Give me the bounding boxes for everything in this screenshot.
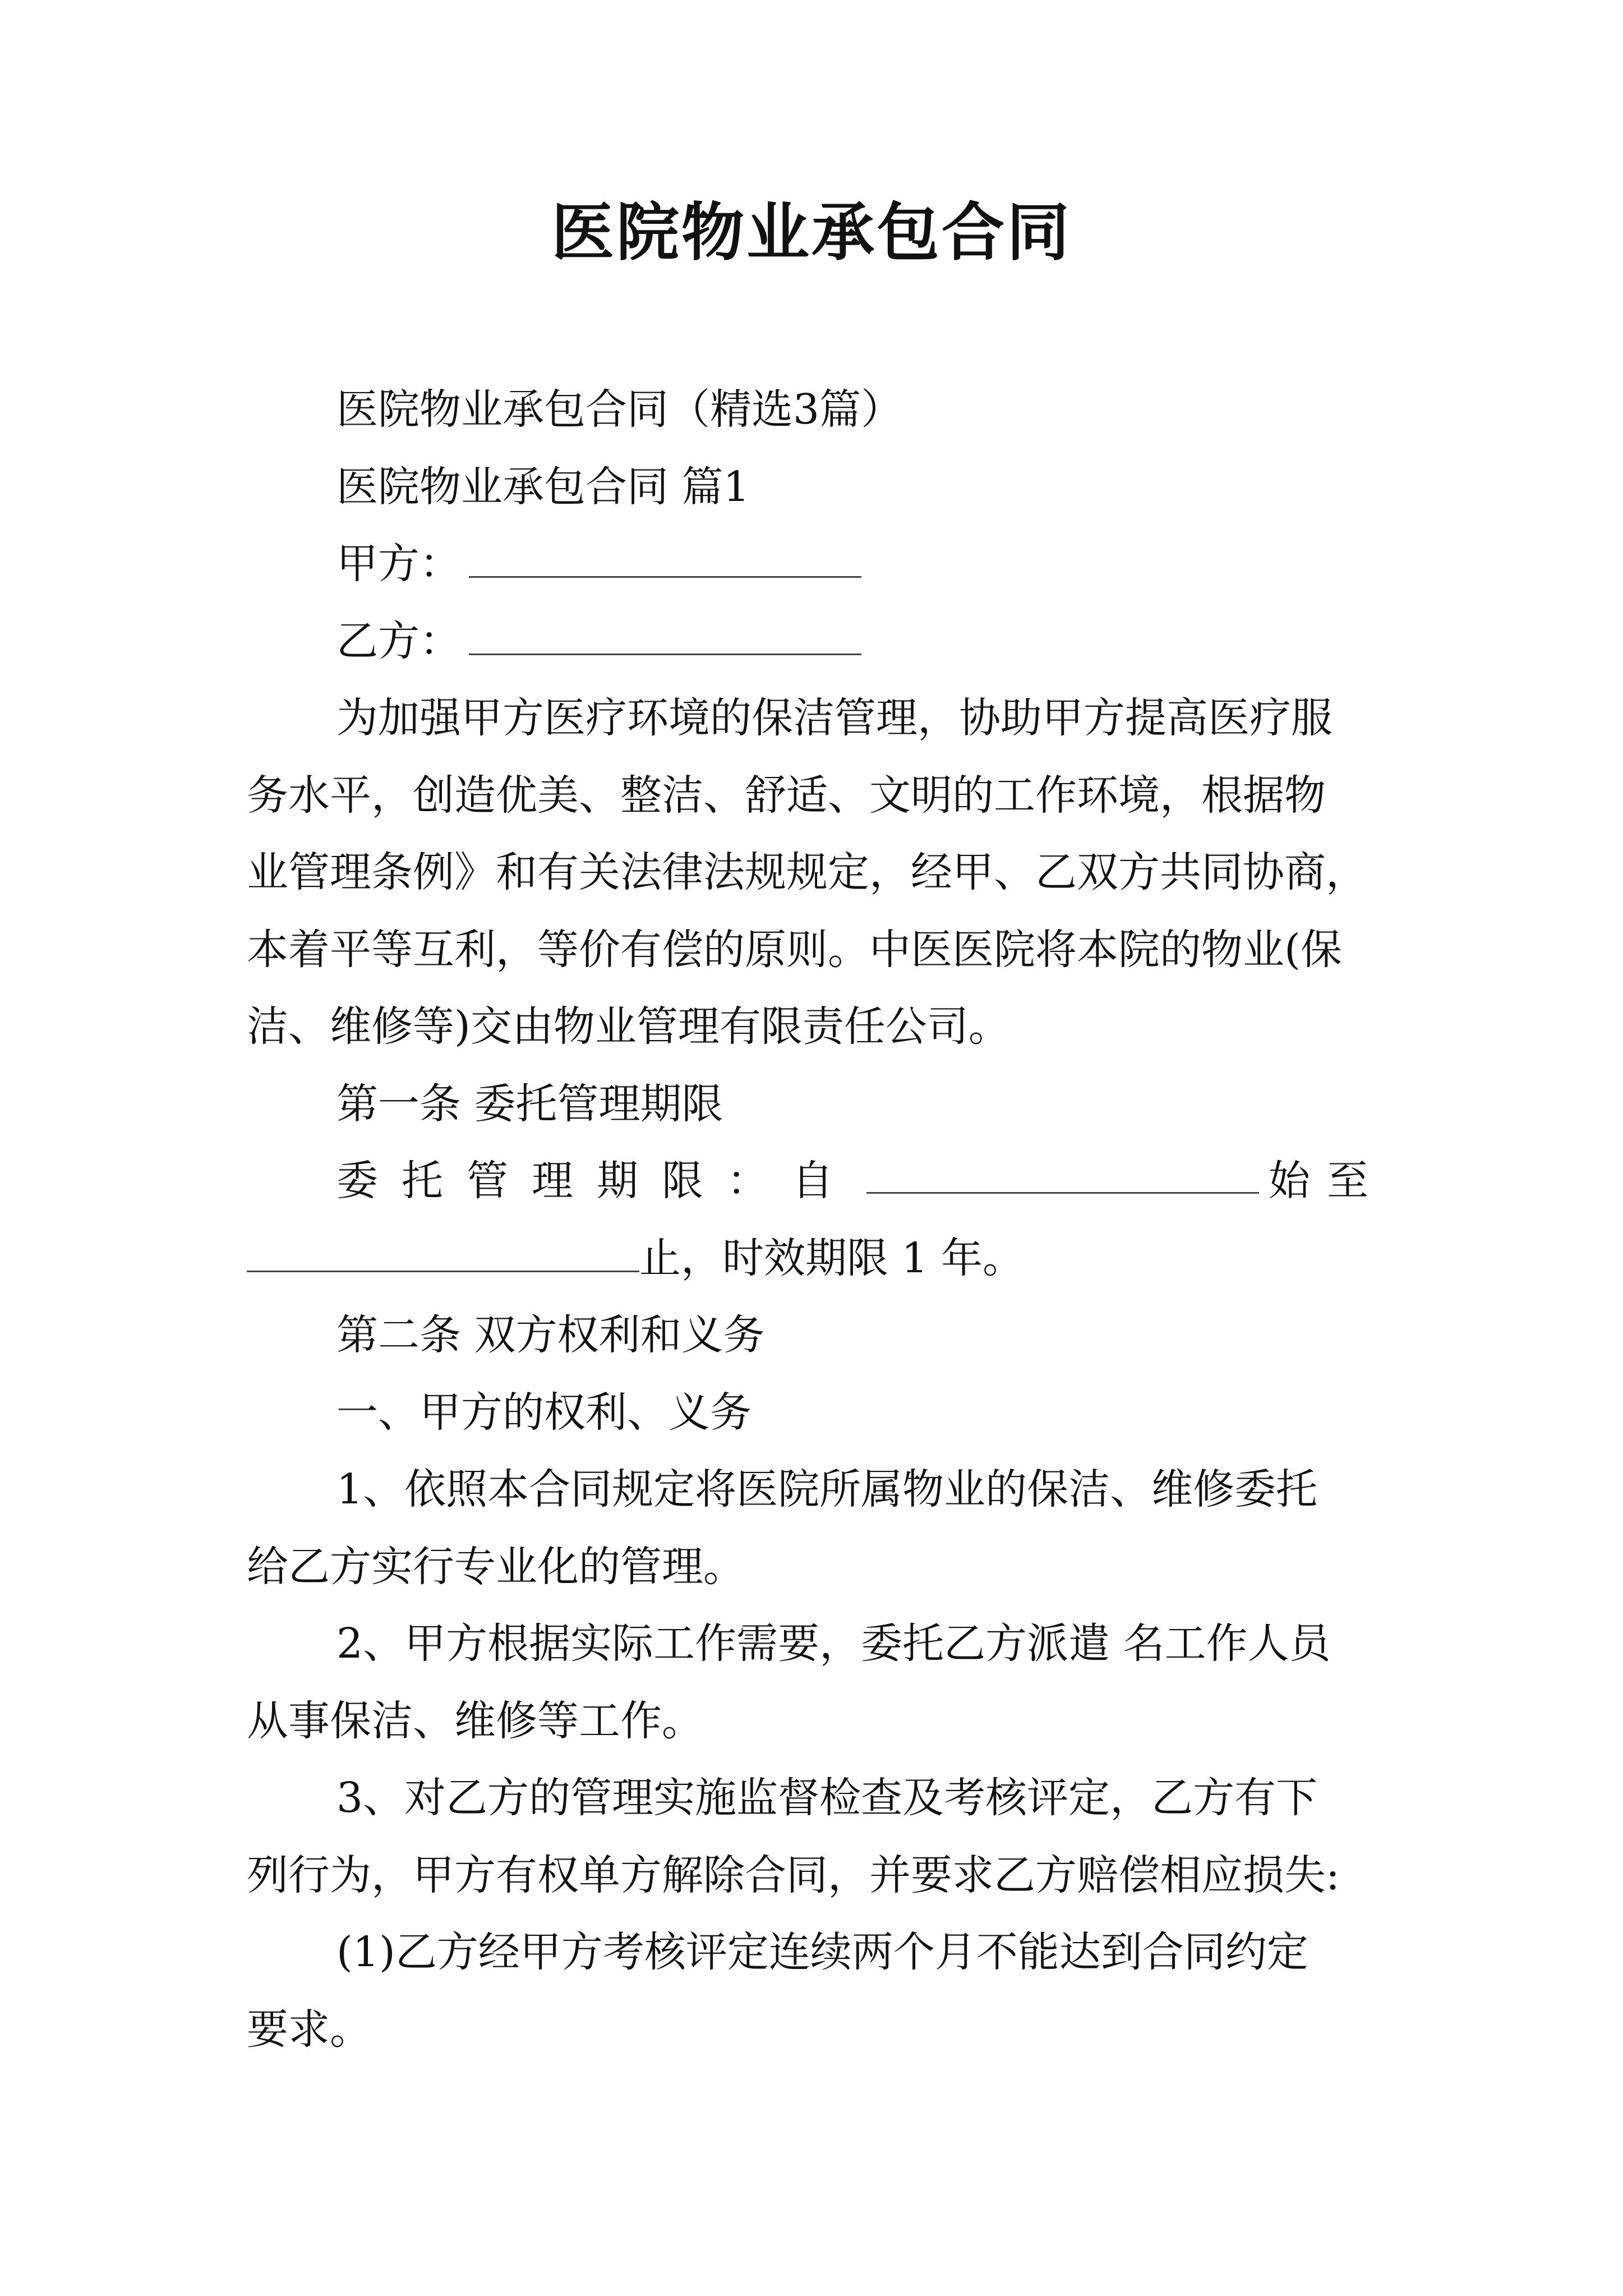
article1-term-suffix: 止，时效期限 1 年。	[639, 1234, 1025, 1282]
item1-line: 1、依照本合同规定将医院所属物业的保洁、维修委托	[336, 1465, 1318, 1513]
article1-term-mid: 始至	[1269, 1157, 1385, 1205]
section-heading: 医院物业承包合同 篇1	[336, 463, 750, 511]
intro-line: 为加强甲方医疗环境的保洁管理，协助甲方提高医疗服	[336, 694, 1332, 742]
document-title: 医院物业承包合同	[551, 196, 1072, 269]
item3-line: 3、对乙方的管理实施监督检查及考核评定，乙方有下	[336, 1774, 1318, 1822]
party-a-blank[interactable]	[469, 537, 861, 578]
item3-line: 列行为，甲方有权单方解除合同，并要求乙方赔偿相应损失:	[247, 1851, 1340, 1899]
party-b-label: 乙方：	[336, 617, 461, 665]
item3-1-line: 要求。	[247, 2005, 371, 2054]
article2-heading: 第二条 双方权利和义务	[336, 1311, 765, 1359]
party-a-line	[336, 536, 1385, 592]
party-b-line	[336, 613, 1385, 669]
end-date-blank[interactable]	[247, 1231, 639, 1272]
article1-term-line	[336, 1153, 1385, 1209]
article1-term-prefix: 委托管理期限：自	[336, 1157, 857, 1205]
item2-line: 从事保洁、维修等工作。	[247, 1697, 703, 1745]
intro-line: 本着平等互利，等价有偿的原则。中医医院将本院的物业(保	[247, 926, 1342, 974]
item3-1-line: (1)乙方经甲方考核评定连续两个月不能达到合同约定	[336, 1928, 1308, 1976]
article1-term-line2	[247, 1230, 1385, 1286]
part1-heading: 一、甲方的权利、义务	[336, 1388, 751, 1437]
start-date-blank[interactable]	[866, 1153, 1259, 1194]
document-subtitle: 医院物业承包合同（精选3篇）	[336, 385, 903, 434]
intro-line: 业管理条例》和有关法律法规规定，经甲、乙双方共同协商，	[247, 848, 1367, 896]
party-a-label: 甲方：	[336, 540, 461, 588]
item2-line: 2、甲方根据实际工作需要，委托乙方派遣 名工作人员	[336, 1619, 1331, 1668]
item1-line: 给乙方实行专业化的管理。	[247, 1543, 745, 1591]
intro-line: 务水平，创造优美、整洁、舒适、文明的工作环境，根据物	[247, 771, 1326, 820]
party-b-blank[interactable]	[469, 614, 861, 655]
article1-heading: 第一条 委托管理期限	[336, 1080, 723, 1128]
intro-line: 洁、维修等)交由物业管理有限责任公司。	[247, 1002, 1010, 1051]
